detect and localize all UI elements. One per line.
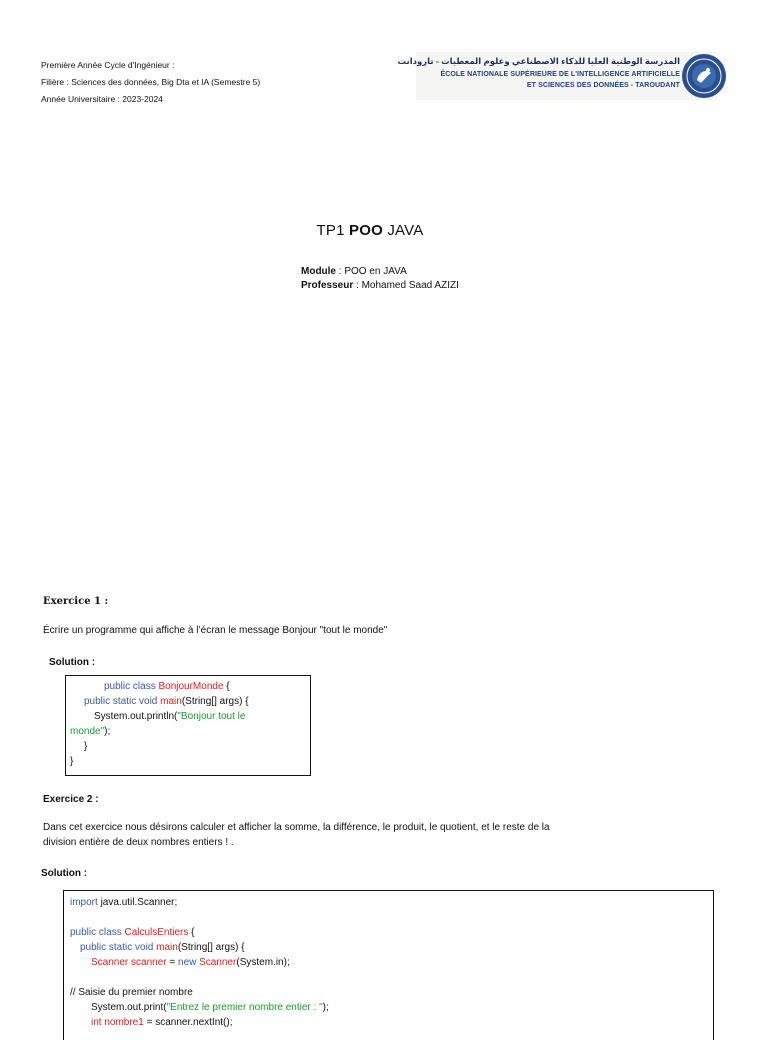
academic-year: Année Universitaire : 2023-2024	[41, 94, 163, 104]
document-title	[0, 222, 740, 239]
exercise2-code-block	[63, 890, 714, 1040]
exercise2-statement-line1: Dans cet exercice nous désirons calculer et afficher la somme, la différence, le produit, le quotient, et le reste de la	[43, 822, 550, 833]
code-line: // Saisie du premier nombre	[70, 987, 193, 998]
code-line: public class BonjourMonde {	[104, 681, 230, 692]
course-year: Première Année Cycle d'Ingénieur :	[41, 60, 175, 70]
module-info	[301, 265, 459, 293]
exercise2-solution-label: Solution :	[41, 868, 88, 879]
module-value: : POO en JAVA	[336, 266, 407, 277]
title-suffix: JAVA	[382, 222, 424, 239]
code-line-blank	[70, 970, 707, 985]
code-line: int nombre1 = scanner.nextInt();	[91, 1017, 233, 1028]
code-line: System.out.println("Bonjour tout le	[94, 711, 246, 722]
module-label: Module	[301, 266, 336, 277]
code-line: public static void main(String[] args) {	[84, 696, 249, 707]
code-line: Scanner scanner = new Scanner(System.in);	[91, 957, 290, 968]
course-track: Filière : Sciences des données, Big Dta et IA (Semestre 5)	[41, 77, 261, 87]
school-seal-icon	[681, 53, 727, 99]
code-line-blank	[70, 910, 707, 925]
exercise1-code-block	[65, 675, 311, 776]
exercise1-statement: Écrire un programme qui affiche à l’écran le message Bonjour "tout le monde"	[43, 625, 388, 636]
module-line	[301, 265, 459, 279]
exercise1-title: Exercice 1 :	[43, 596, 109, 607]
exercise2-statement-line2: division entière de deux nombres entiers ! .	[43, 837, 234, 848]
code-line: public static void main(String[] args) {	[80, 942, 245, 953]
code-line: }	[70, 756, 74, 767]
professor-line	[301, 279, 459, 293]
title-bold: POO	[349, 222, 383, 239]
course-info	[41, 57, 260, 108]
exercise2-title: Exercice 2 :	[43, 794, 99, 805]
code-line: System.out.print("Entrez le premier nombre entier : ");	[91, 1002, 329, 1013]
school-name-french-line2: ET SCIENCES DES DONNÉES - TAROUDANT	[526, 82, 680, 89]
school-name-arabic: المدرسة الوطنية العليا للذكاء الاصطناعي وعلوم المعطيات - تارودانت	[397, 56, 680, 66]
code-line: }	[84, 741, 88, 752]
school-name-french-line1: ÉCOLE NATIONALE SUPÉRIEURE DE L'INTELLIGENCE ARTIFICIELLE	[440, 71, 680, 78]
code-line: public class CalculsEntiers {	[70, 927, 195, 938]
title-prefix: TP1	[316, 222, 350, 239]
exercise1-solution-label: Solution :	[49, 657, 96, 668]
code-line: import java.util.Scanner;	[70, 897, 178, 908]
professor-value: : Mohamed Saad AZIZI	[353, 280, 459, 291]
code-line: monde");	[70, 726, 111, 737]
professor-label: Professeur	[301, 280, 354, 291]
